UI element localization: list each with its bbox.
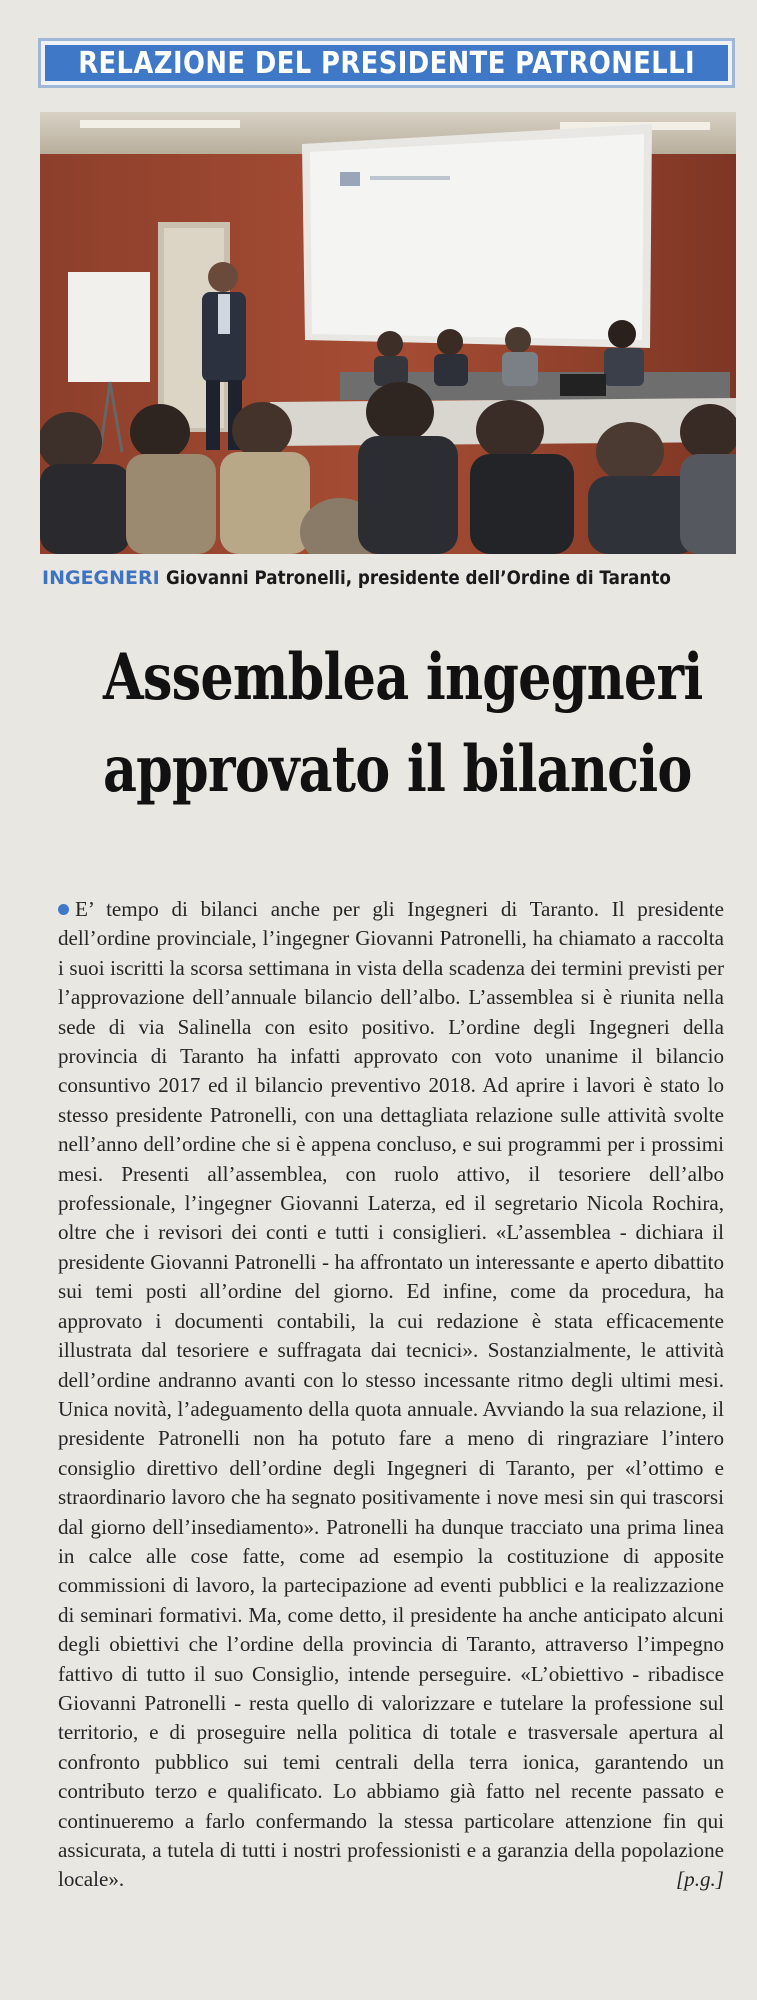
headline-line-1: Assemblea ingegneri	[103, 640, 703, 715]
photo-caption	[42, 563, 742, 593]
article-text: E’ tempo di bilanci anche per gli Ingegneri di Taranto. Il presidente dell’ordine provinciale, l’ingegner Giovanni Patronelli, ha chiamato a raccolta i suoi iscritti la scorsa settimana in vista della scadenza dei termini previsti per l’approvazione dell’annuale bilancio dell’albo. L’assemblea si è riunita nella sede di via Salinella con esito positivo. L’ordine degli Ingegneri della provincia di Taranto ha infatti approvato con voto unanime il bilancio consuntivo 2017 ed il bilancio preventivo 2018. Ad aprire i lavori è stato lo stesso presidente Patronelli, con una dettagliata relazione sulle attività svolte nell’anno dell’ordine che si è appena concluso, e sui programmi per i prossimi mesi. Presenti all’assemblea, con ruolo attivo, il tesoriere dell’albo professionale, l’ingegner Giovanni Laterza, ed il segretario Nicola Rochira, oltre che i revisori dei conti e tutti i consiglieri. «L’assemblea - dichiara il presidente Giovanni Patronelli - ha affrontato un interessante e aperto dibattito sui temi posti all’ordine del giorno. Ed infine, come da procedura, ha approvato i documenti contabili, la cui redazione è stata efficacemente illustrata dal tesoriere e suffragata dai tecnici». Sostanzialmente, le attività dell’ordine andranno avanti con lo stesso incessante ritmo degli ultimi mesi. Unica novità, l’adeguamento della quota annuale. Avviando la sua relazione, il presidente Patronelli non ha potuto fare a meno di ringraziare l’intero consiglio direttivo dell’ordine degli Ingegneri di Taranto, per «l’ottimo e straordinario lavoro che ha segnato positivamente i nove mesi sin qui trascorsi dal giorno dell’insediamento». Patronelli ha dunque tracciato una prima linea in calce alle cose fatte, come ad esempio la costituzione di apposite commissioni di lavoro, la partecipazione ad eventi pubblici e la realizzazione di seminari formativi. Ma, come detto, il presidente ha anche anticipato alcuni degli obiettivi che l’ordine della provincia di Taranto, attraverso l’impegno fattivo di tutto il suo Consiglio, intende perseguire. «L’obiettivo - ribadisce Giovanni Patronelli - resta quello di valorizzare e tutelare la professione sul territorio, e di proseguire nella politica di totale e trasversale apertura al confronto pubblico sui temi centrali della terra ionica, garantendo un contributo terzo e qualificato. Lo abbiamo già fatto nel recente passato e continueremo a farlo confermando la stessa particolare attenzione fin qui assicurata, a tutela di tutti i nostri professionisti e a garanzia della popolazione locale».	[58, 897, 724, 1892]
conference-room-illustration	[40, 112, 736, 554]
article-body	[58, 895, 724, 1895]
kicker-text: RELAZIONE DEL PRESIDENTE PATRONELLI	[78, 45, 695, 81]
article-headline	[40, 632, 740, 816]
bullet-icon	[58, 904, 69, 915]
caption-tag: INGEGNERI	[42, 567, 160, 589]
headline-line-2: approvato il bilancio	[103, 732, 692, 807]
article-photo	[40, 112, 736, 554]
section-kicker-banner	[38, 38, 735, 88]
author-signature: [p.g.]	[675, 1867, 724, 1892]
caption-text: Giovanni Patronelli, presidente dell’Ordine di Taranto	[165, 567, 671, 589]
